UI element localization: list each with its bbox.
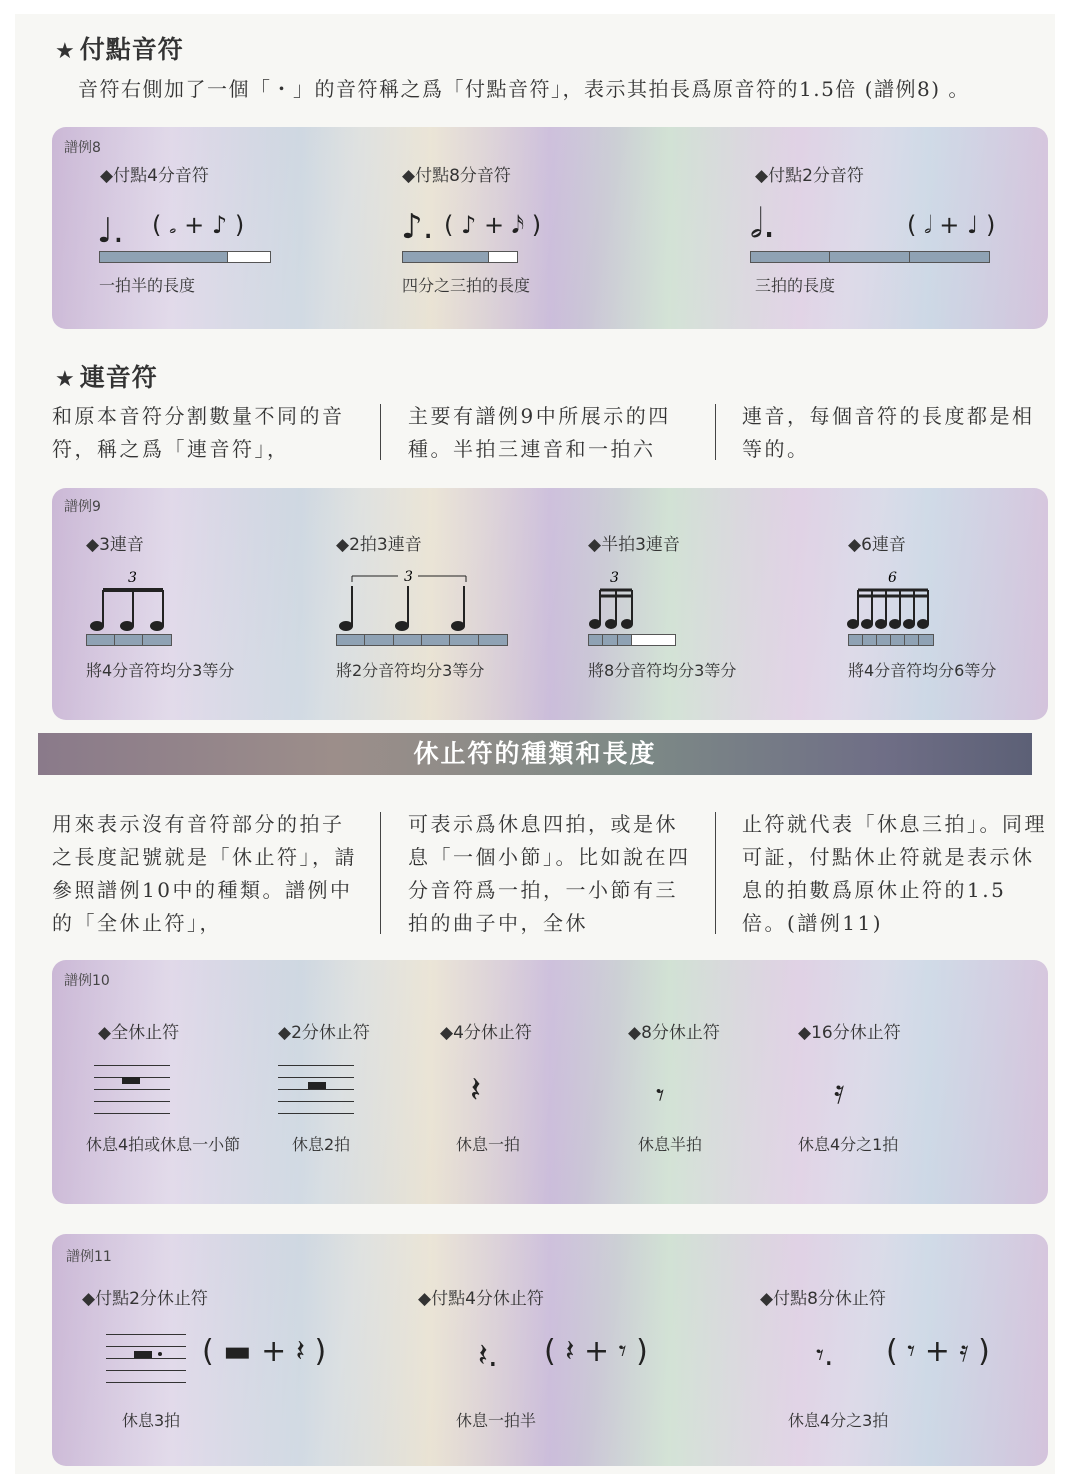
- example-title: ◆8分休止符: [628, 1023, 720, 1043]
- rest-column-2: 可表示爲休息四拍，或是休息「一個小節」。比如說在四分音符爲一拍，一小節有三拍的曲子中，全休: [408, 812, 691, 935]
- example-title: ◆4分休止符: [440, 1023, 532, 1043]
- rest-formula: ( 𝄽 + 𝄾 ): [544, 1334, 648, 1369]
- example-label: 譜例9: [64, 499, 101, 515]
- svg-text:3: 3: [610, 570, 619, 586]
- length-bar: [848, 634, 934, 646]
- svg-text:3: 3: [128, 570, 137, 586]
- note-formula: ( ♪ + 𝅘𝅥𝅯 ): [444, 211, 542, 239]
- heading-text: 連音符: [79, 363, 158, 392]
- example-9-panel: [52, 488, 1048, 720]
- example-label: 譜例10: [64, 973, 110, 989]
- length-bar: [402, 251, 518, 263]
- example-caption: 休息3拍: [122, 1411, 181, 1430]
- example-title: ◆全休止符: [98, 1023, 180, 1043]
- example-caption: 一拍半的長度: [99, 276, 196, 295]
- example-caption: 休息4分之1拍: [798, 1135, 899, 1154]
- star-icon: ★: [55, 367, 76, 392]
- dotted-half-rest-icon: [106, 1334, 186, 1384]
- column-divider: [715, 812, 716, 934]
- example-caption: 休息一拍半: [456, 1411, 537, 1430]
- length-bar: [750, 251, 990, 263]
- example-title: ◆16分休止符: [798, 1023, 901, 1043]
- rest-formula: ( 𝄾 + 𝄿 ): [886, 1334, 990, 1369]
- section-banner: 休止符的種類和長度: [38, 733, 1032, 775]
- dotted-half-note-icon: 𝅗𝅥.: [750, 201, 776, 247]
- length-bar: [99, 251, 271, 263]
- example-label: 譜例8: [64, 140, 101, 156]
- triplet-eighths-icon: [86, 568, 176, 632]
- example-caption: 四分之三拍的長度: [402, 276, 531, 295]
- example-title: ◆2分休止符: [278, 1023, 370, 1043]
- example-title: ◆付點8分休止符: [760, 1289, 886, 1309]
- tuplet-column-3: 連音，每個音符的長度都是相等的。: [742, 404, 1035, 461]
- example-11-panel: [52, 1234, 1048, 1466]
- tuplet-column-1: 和原本音符分割數量不同的音符，稱之爲「連音符」，: [52, 404, 345, 461]
- example-caption: 休息4拍或休息一小節: [86, 1135, 241, 1154]
- section-heading-dotted: [55, 30, 184, 66]
- example-label: 譜例11: [66, 1249, 112, 1265]
- length-bar: [86, 634, 172, 646]
- rest-formula: ( ▬ + 𝄽 ): [202, 1334, 327, 1369]
- length-bar: [588, 634, 676, 646]
- whole-rest-icon: [94, 1065, 170, 1115]
- example-title: ◆付點4分音符: [100, 166, 209, 186]
- svg-text:6: 6: [888, 570, 897, 586]
- example-10-panel: [52, 960, 1048, 1204]
- example-title: ◆付點2分休止符: [82, 1289, 208, 1309]
- example-title: ◆2拍3連音: [336, 535, 422, 555]
- example-title: ◆6連音: [848, 535, 906, 555]
- example-caption: 將4分音符均分3等分: [86, 661, 235, 680]
- sixteenth-rest-icon: 𝄿: [834, 1072, 845, 1112]
- rest-column-1: 用來表示沒有音符部分的拍子之長度記號就是「休止符」，請參照譜例10中的種類。譜例中的「全休止符」，: [52, 812, 357, 935]
- dotted-quarter-rest-icon: 𝄽.: [478, 1336, 498, 1374]
- quarter-rest-icon: 𝄽: [470, 1070, 482, 1111]
- dotted-quarter-note-icon: ♩.: [97, 211, 124, 251]
- column-divider: [380, 404, 381, 460]
- rest-column-3: 止符就代表「休息三拍」。同理可証，付點休止符就是表示休息的拍數爲原休止符的1.5倍。(譜例11): [742, 812, 1047, 935]
- svg-text:3: 3: [404, 569, 413, 585]
- length-bar: [336, 634, 508, 646]
- example-caption: 三拍的長度: [755, 276, 836, 295]
- example-title: ◆付點8分音符: [402, 166, 511, 186]
- example-caption: 休息一拍: [456, 1135, 521, 1154]
- column-divider: [715, 404, 716, 460]
- example-caption: 休息2拍: [292, 1135, 351, 1154]
- example-title: ◆3連音: [86, 535, 144, 555]
- dotted-eighth-rest-icon: 𝄾.: [816, 1338, 834, 1373]
- example-title: ◆半拍3連音: [588, 535, 680, 555]
- example-caption: 將4分音符均分6等分: [848, 661, 997, 680]
- dotted-paragraph: 音符右側加了一個「・」的音符稱之爲「付點音符」，表示其拍長爲原音符的1.5倍 (譜例8) 。: [78, 77, 970, 101]
- note-formula: ( 𝅗𝅥 + ♩ ): [907, 211, 996, 239]
- column-divider: [380, 812, 381, 934]
- example-caption: 將8分音符均分3等分: [588, 661, 737, 680]
- example-title: ◆付點4分休止符: [418, 1289, 544, 1309]
- half-rest-icon: [278, 1065, 354, 1115]
- section-heading-tuplet: [55, 358, 158, 394]
- example-caption: 休息半拍: [638, 1135, 703, 1154]
- sixteenth-triplet-icon: [586, 568, 646, 632]
- example-caption: 休息4分之3拍: [788, 1411, 889, 1430]
- heading-text: 付點音符: [79, 35, 184, 64]
- tuplet-column-2: 主要有譜例9中所展示的四種。半拍三連音和一拍六: [408, 404, 671, 461]
- half-triplet-icon: [332, 568, 472, 632]
- sextuplet-icon: [842, 568, 942, 632]
- eighth-rest-icon: 𝄾: [656, 1076, 665, 1114]
- example-8-panel: [52, 127, 1048, 329]
- star-icon: ★: [55, 39, 76, 64]
- note-formula: ( 𝅗 + ♪ ): [152, 211, 245, 239]
- example-caption: 將2分音符均分3等分: [336, 661, 485, 680]
- dotted-eighth-note-icon: ♪.: [401, 207, 434, 247]
- example-title: ◆付點2分音符: [755, 166, 864, 186]
